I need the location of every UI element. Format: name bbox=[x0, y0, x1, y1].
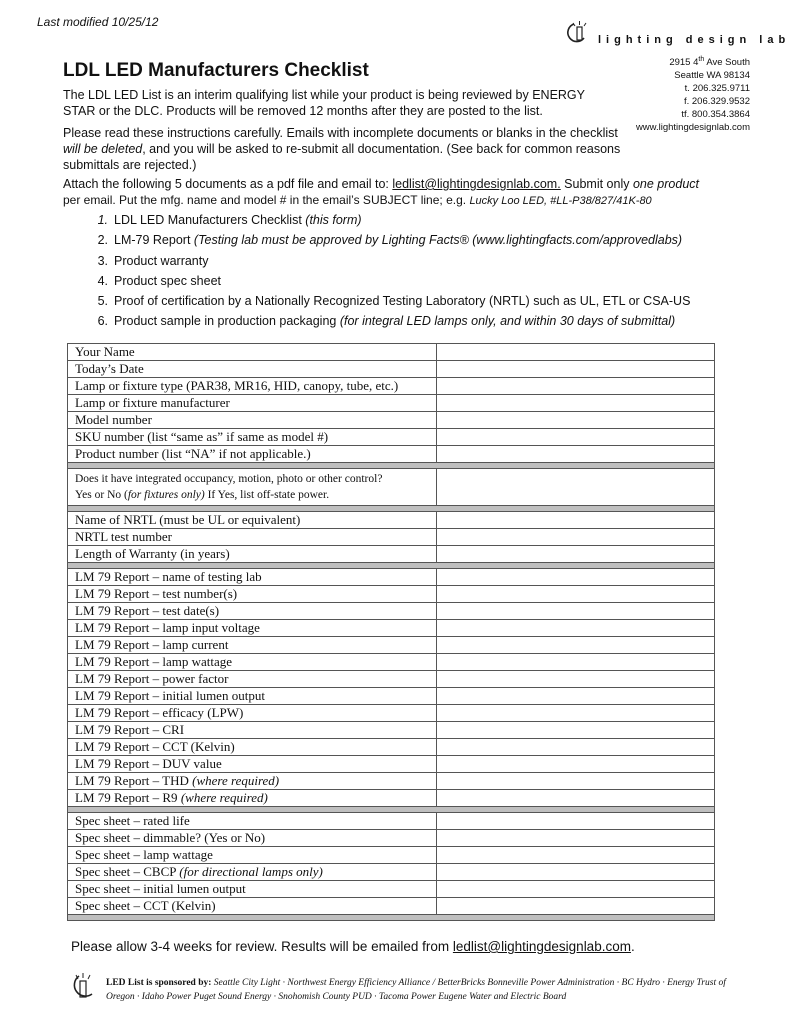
checklist-form-table bbox=[67, 343, 715, 921]
field-label: Name of NRTL (must be UL or equivalent) bbox=[68, 512, 437, 529]
field-input[interactable] bbox=[437, 864, 715, 881]
table-row bbox=[68, 529, 715, 546]
field-label: Spec sheet – rated life bbox=[68, 813, 437, 830]
field-input[interactable] bbox=[437, 378, 715, 395]
field-label: LM 79 Report – R9 (where required) bbox=[68, 790, 437, 807]
table-row bbox=[68, 569, 715, 586]
field-input[interactable] bbox=[437, 586, 715, 603]
field-input[interactable] bbox=[437, 898, 715, 915]
fax-number: f. 206.329.9532 bbox=[683, 96, 750, 108]
table-row bbox=[68, 586, 715, 603]
field-input[interactable] bbox=[437, 881, 715, 898]
field-label: LM 79 Report – test date(s) bbox=[68, 603, 437, 620]
table-row bbox=[68, 773, 715, 790]
field-label: Your Name bbox=[68, 344, 437, 361]
field-input[interactable] bbox=[437, 412, 715, 429]
field-input[interactable] bbox=[437, 569, 715, 586]
field-label: Spec sheet – initial lumen output bbox=[68, 881, 437, 898]
field-input[interactable] bbox=[437, 603, 715, 620]
field-label: LM 79 Report – lamp current bbox=[68, 637, 437, 654]
field-label: Does it have integrated occupancy, motion, photo or other control? Yes or No (for fixtures only) If Yes, list off-state power. bbox=[68, 469, 437, 506]
list-item: 2. LM-79 Report (Testing lab must be approved by Lighting Facts® (www.lightingfacts.com/approvedlabs) bbox=[97, 233, 683, 248]
table-row bbox=[68, 412, 715, 429]
field-input[interactable] bbox=[437, 469, 715, 506]
website-link[interactable]: www.lightingdesignlab.com bbox=[635, 122, 750, 134]
field-input[interactable] bbox=[437, 446, 715, 463]
field-label: Spec sheet – dimmable? (Yes or No) bbox=[68, 830, 437, 847]
field-input[interactable] bbox=[437, 546, 715, 563]
submission-email-link[interactable]: ledlist@lightingdesignlab.com. bbox=[392, 177, 561, 191]
table-row bbox=[68, 512, 715, 529]
field-input[interactable] bbox=[437, 637, 715, 654]
table-row bbox=[68, 469, 715, 506]
field-label: LM 79 Report – CCT (Kelvin) bbox=[68, 739, 437, 756]
table-row bbox=[68, 620, 715, 637]
section-divider bbox=[68, 915, 715, 921]
table-row bbox=[68, 722, 715, 739]
table-row bbox=[68, 790, 715, 807]
field-input[interactable] bbox=[437, 830, 715, 847]
field-label: Lamp or fixture manufacturer bbox=[68, 395, 437, 412]
list-item: 3. Product warranty bbox=[97, 253, 209, 268]
table-row bbox=[68, 361, 715, 378]
field-label: Spec sheet – lamp wattage bbox=[68, 847, 437, 864]
tollfree-number: tf. 800.354.3864 bbox=[681, 109, 750, 121]
field-input[interactable] bbox=[437, 790, 715, 807]
field-label: SKU number (list “same as” if same as model #) bbox=[68, 429, 437, 446]
lighting-design-lab-icon bbox=[65, 970, 95, 1008]
field-input[interactable] bbox=[437, 429, 715, 446]
table-row bbox=[68, 830, 715, 847]
field-input[interactable] bbox=[437, 688, 715, 705]
field-label: Model number bbox=[68, 412, 437, 429]
field-input[interactable] bbox=[437, 671, 715, 688]
table-row bbox=[68, 446, 715, 463]
page-title: LDL LED Manufacturers Checklist bbox=[63, 60, 369, 81]
table-row bbox=[68, 864, 715, 881]
field-input[interactable] bbox=[437, 813, 715, 830]
table-row bbox=[68, 688, 715, 705]
field-label: LM 79 Report – test number(s) bbox=[68, 586, 437, 603]
table-row bbox=[68, 705, 715, 722]
field-input[interactable] bbox=[437, 756, 715, 773]
field-input[interactable] bbox=[437, 847, 715, 864]
table-row bbox=[68, 637, 715, 654]
list-item: 4. Product spec sheet bbox=[97, 273, 222, 288]
field-input[interactable] bbox=[437, 361, 715, 378]
phone-number: t. 206.325.9711 bbox=[684, 83, 750, 95]
field-label: LM 79 Report – initial lumen output bbox=[68, 688, 437, 705]
field-input[interactable] bbox=[437, 529, 715, 546]
field-input[interactable] bbox=[437, 705, 715, 722]
instructions-paragraph: Please read these instructions carefully. Emails with incomplete documents or blanks in the checklist will be deleted, and you will be asked to re-submit all documentation. (See back for common reasons submittals are rejected.) bbox=[63, 126, 621, 172]
field-input[interactable] bbox=[437, 654, 715, 671]
field-input[interactable] bbox=[437, 722, 715, 739]
last-modified-date: Last modified 10/25/12 bbox=[37, 15, 159, 29]
logo-wordmark: lighting design lab bbox=[598, 34, 790, 46]
field-label: Product number (list “NA” if not applicable.) bbox=[68, 446, 437, 463]
lab-address: 2915 4th Ave South Seattle WA 98134 t. 206.325.9711 f. 206.329.9532 tf. 800.354.3864 www.lightingdesignlab.com bbox=[635, 56, 750, 134]
required-documents-list bbox=[80, 210, 690, 332]
field-input[interactable] bbox=[437, 773, 715, 790]
field-label: LM 79 Report – power factor bbox=[68, 671, 437, 688]
table-row bbox=[68, 654, 715, 671]
field-input[interactable] bbox=[437, 512, 715, 529]
field-label: Spec sheet – CCT (Kelvin) bbox=[68, 898, 437, 915]
field-label: Lamp or fixture type (PAR38, MR16, HID, canopy, tube, etc.) bbox=[68, 378, 437, 395]
field-label: Spec sheet – CBCP (for directional lamps only) bbox=[68, 864, 437, 881]
attach-instructions: Attach the following 5 documents as a pdf file and email to: ledlist@lightingdesignlab.com. Submit only one product per email. Put the mfg. name and model # in the email’s SUBJECT line; e.g. Lucky Loo LED, #LL-P38/827/41K-80 bbox=[63, 177, 699, 207]
review-time-notice: Please allow 3-4 weeks for review. Results will be emailed from ledlist@lightingdesignlab.com. bbox=[71, 939, 635, 954]
sponsors-footer: LED List is sponsored by: Seattle City Light · Northwest Energy Efficiency Alliance / BetterBricks Bonneville Power Administration · BC Hydro · Energy Trust of Oregon · Idaho Power Puget Sound Energy · Snohomish County PUD · Tacoma Power Eugene Water and Electric Board bbox=[106, 978, 726, 1002]
table-row bbox=[68, 813, 715, 830]
list-item: 5. Proof of certification by a Nationally Recognized Testing Laboratory (NRTL) such as UL, ETL or CSA-US bbox=[97, 294, 691, 309]
field-input[interactable] bbox=[437, 395, 715, 412]
table-row bbox=[68, 378, 715, 395]
intro-paragraph: The LDL LED List is an interim qualifying list while your product is being reviewed by ENERGY STAR or the DLC. Products will be removed 12 months after they are posted to the list. bbox=[63, 88, 585, 118]
field-label: LM 79 Report – CRI bbox=[68, 722, 437, 739]
table-row bbox=[68, 881, 715, 898]
field-label: LM 79 Report – DUV value bbox=[68, 756, 437, 773]
table-row bbox=[68, 756, 715, 773]
table-row bbox=[68, 546, 715, 563]
table-row bbox=[68, 395, 715, 412]
table-row bbox=[68, 898, 715, 915]
field-label: LM 79 Report – name of testing lab bbox=[68, 569, 437, 586]
field-label: Length of Warranty (in years) bbox=[68, 546, 437, 563]
field-label: LM 79 Report – efficacy (LPW) bbox=[68, 705, 437, 722]
field-label: NRTL test number bbox=[68, 529, 437, 546]
table-row bbox=[68, 671, 715, 688]
results-email-link[interactable]: ledlist@lightingdesignlab.com bbox=[452, 939, 631, 954]
field-input[interactable] bbox=[437, 620, 715, 637]
list-item: 1. LDL LED Manufacturers Checklist (this form) bbox=[97, 213, 362, 227]
table-row bbox=[68, 847, 715, 864]
field-input[interactable] bbox=[437, 739, 715, 756]
list-item: 6. Product sample in production packaging (for integral LED lamps only, and within 30 days of submittal) bbox=[97, 314, 676, 329]
table-row bbox=[68, 739, 715, 756]
table-row bbox=[68, 429, 715, 446]
table-row bbox=[68, 344, 715, 361]
field-input[interactable] bbox=[437, 344, 715, 361]
field-label: LM 79 Report – lamp wattage bbox=[68, 654, 437, 671]
field-label: LM 79 Report – THD (where required) bbox=[68, 773, 437, 790]
field-label: Today’s Date bbox=[68, 361, 437, 378]
field-label: LM 79 Report – lamp input voltage bbox=[68, 620, 437, 637]
table-row bbox=[68, 603, 715, 620]
